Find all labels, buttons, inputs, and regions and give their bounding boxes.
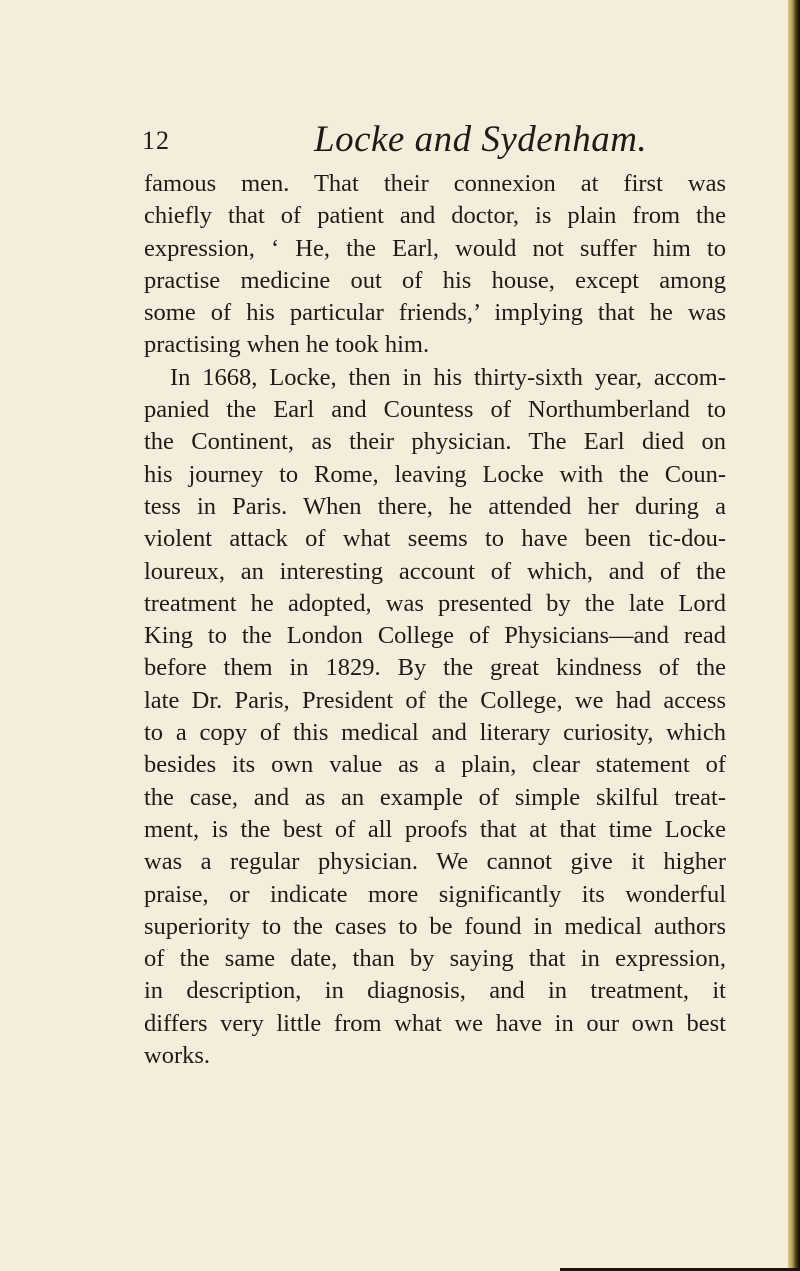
- text-line: of the same date, than by saying that in expression,: [144, 945, 726, 973]
- text-line: King to the London College of Physicians—and read: [144, 622, 726, 650]
- text-line: his journey to Rome, leaving Locke with the Coun-: [144, 460, 726, 488]
- text-line: the Continent, as their physician. The Earl died on: [144, 428, 726, 456]
- text-line: practise medicine out of his house, except among: [144, 266, 726, 294]
- text-line: loureux, an interesting account of which, and of the: [144, 557, 726, 585]
- text-line: the case, and as an example of simple skilful treat-: [144, 783, 726, 811]
- text-line: in description, in diagnosis, and in treatment, it: [144, 977, 726, 1005]
- text-line: before them in 1829. By the great kindness of the: [144, 654, 726, 682]
- body-text: [144, 168, 726, 1072]
- text-line: chiefly that of patient and doctor, is plain from the: [144, 202, 726, 230]
- text-line: expression, ‘ He, the Earl, would not suffer him to: [144, 234, 726, 262]
- text-line: praise, or indicate more significantly its wonderful: [144, 880, 726, 908]
- text-line: ment, is the best of all proofs that at that time Locke: [144, 815, 726, 843]
- text-line: some of his particular friends,’ implying that he was: [144, 299, 726, 327]
- page-number: 12: [142, 126, 170, 155]
- text-line: superiority to the cases to be found in medical authors: [144, 912, 726, 940]
- text-line: violent attack of what seems to have been tic-dou-: [144, 525, 726, 553]
- text-line: works.: [144, 1042, 211, 1070]
- page-header: [140, 118, 740, 168]
- text-line: panied the Earl and Countess of Northumberland to: [144, 396, 726, 424]
- text-line: was a regular physician. We cannot give it higher: [144, 848, 726, 876]
- text-line: to a copy of this medical and literary curiosity, which: [144, 719, 726, 747]
- text-line: differs very little from what we have in our own best: [144, 1009, 726, 1037]
- running-title: Locke and Sydenham.: [314, 119, 648, 160]
- text-line: famous men. That their connexion at first was: [144, 170, 726, 197]
- text-line: In 1668, Locke, then in his thirty-sixth year, accom-: [170, 363, 726, 391]
- text-line: practising when he took him.: [144, 331, 430, 359]
- binding-edge: [788, 0, 800, 1271]
- text-line: treatment he adopted, was presented by the late Lord: [144, 589, 726, 617]
- text-line: late Dr. Paris, President of the College, we had access: [144, 686, 726, 714]
- text-line: besides its own value as a plain, clear statement of: [144, 751, 726, 779]
- text-line: tess in Paris. When there, he attended her during a: [144, 492, 726, 520]
